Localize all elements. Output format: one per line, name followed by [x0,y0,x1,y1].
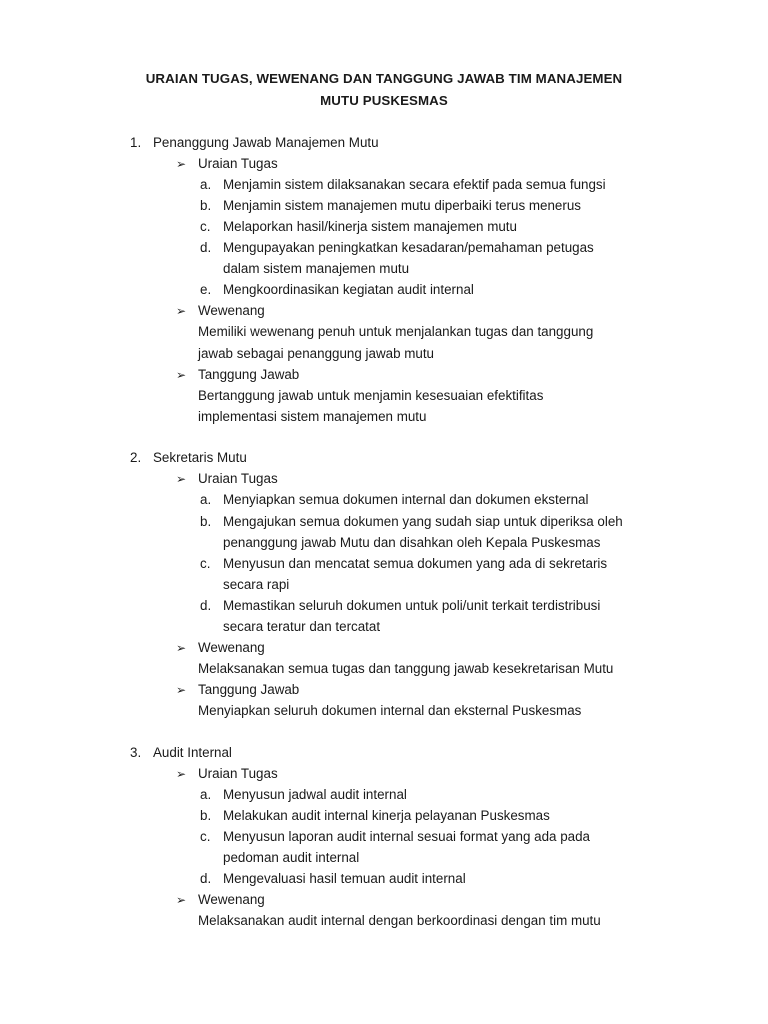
list-item: Memastikan seluruh dokumen untuk poli/unit terkait terdistribusi [223,598,601,613]
item-letter: a. [200,787,212,802]
section-number: 1. [130,135,142,150]
arrow-bullet-icon: ➢ [176,157,187,171]
item-letter: c. [200,219,211,234]
doc-title-line-2: MUTU PUSKESMAS [320,93,448,108]
uraian-tugas-heading: Uraian Tugas [198,471,278,486]
wewenang-heading: Wewenang [198,303,265,318]
wewenang-heading: Wewenang [198,640,265,655]
item-letter: c. [200,556,211,571]
item-letter: d. [200,240,212,255]
arrow-bullet-icon: ➢ [176,683,187,697]
list-item: Mengevaluasi hasil temuan audit internal [223,871,466,886]
list-item-continued: penanggung jawab Mutu dan disahkan oleh Kepala Puskesmas [223,535,601,550]
doc-title-line-1: URAIAN TUGAS, WEWENANG DAN TANGGUNG JAWAB TIM MANAJEMEN [145,71,623,86]
item-letter: b. [200,514,212,529]
item-letter: a. [200,492,212,507]
list-item: Melaporkan hasil/kinerja sistem manajemen mutu [223,219,517,234]
list-item-continued: secara teratur dan tercatat [223,619,381,634]
section-title: Penanggung Jawab Manajemen Mutu [153,135,379,150]
section-title: Audit Internal [153,745,232,760]
item-letter: e. [200,282,212,297]
list-item: Menyusun dan mencatat semua dokumen yang ada di sekretaris [223,556,608,571]
list-item: Mengupayakan peningkatkan kesadaran/pemahaman petugas [223,240,594,255]
tanggung-jawab-text: Menyiapkan seluruh dokumen internal dan eksternal Puskesmas [198,703,582,718]
item-letter: a. [200,177,212,192]
section-title: Sekretaris Mutu [153,450,247,465]
item-letter: b. [200,808,212,823]
section-number: 2. [130,450,142,465]
tanggung-jawab-text: Bertanggung jawab untuk menjamin kesesuaian efektifitas [198,388,544,403]
list-item: Menyiapkan semua dokumen internal dan dokumen eksternal [223,492,589,507]
tanggung-jawab-text: implementasi sistem manajemen mutu [198,409,427,424]
list-item-continued: secara rapi [223,577,290,592]
arrow-bullet-icon: ➢ [176,893,187,907]
tanggung-jawab-heading: Tanggung Jawab [198,682,300,697]
arrow-bullet-icon: ➢ [176,368,187,382]
list-item: Menyusun jadwal audit internal [223,787,407,802]
uraian-tugas-heading: Uraian Tugas [198,156,278,171]
list-item-continued: pedoman audit internal [223,850,360,865]
wewenang-heading: Wewenang [198,892,265,907]
arrow-bullet-icon: ➢ [176,472,187,486]
wewenang-text: Memiliki wewenang penuh untuk menjalankan tugas dan tanggung [198,324,594,339]
tanggung-jawab-heading: Tanggung Jawab [198,367,300,382]
wewenang-text: Melaksanakan audit internal dengan berkoordinasi dengan tim mutu [198,913,601,928]
section-number: 3. [130,745,142,760]
list-item-continued: dalam sistem manajemen mutu [223,261,410,276]
uraian-tugas-heading: Uraian Tugas [198,766,278,781]
item-letter: c. [200,829,211,844]
item-letter: b. [200,198,212,213]
list-item: Menyusun laporan audit internal sesuai format yang ada pada [223,829,590,844]
list-item: Menjamin sistem manajemen mutu diperbaiki terus menerus [223,198,581,213]
arrow-bullet-icon: ➢ [176,641,187,655]
item-letter: d. [200,871,212,886]
list-item: Mengajukan semua dokumen yang sudah siap untuk diperiksa oleh [223,514,623,529]
item-letter: d. [200,598,212,613]
list-item: Menjamin sistem dilaksanakan secara efektif pada semua fungsi [223,177,606,192]
wewenang-text: Melaksanakan semua tugas dan tanggung jawab kesekretarisan Mutu [198,661,614,676]
list-item: Melakukan audit internal kinerja pelayanan Puskesmas [223,808,550,823]
list-item: Mengkoordinasikan kegiatan audit internal [223,282,474,297]
arrow-bullet-icon: ➢ [176,304,187,318]
arrow-bullet-icon: ➢ [176,767,187,781]
wewenang-text: jawab sebagai penanggung jawab mutu [198,346,435,361]
